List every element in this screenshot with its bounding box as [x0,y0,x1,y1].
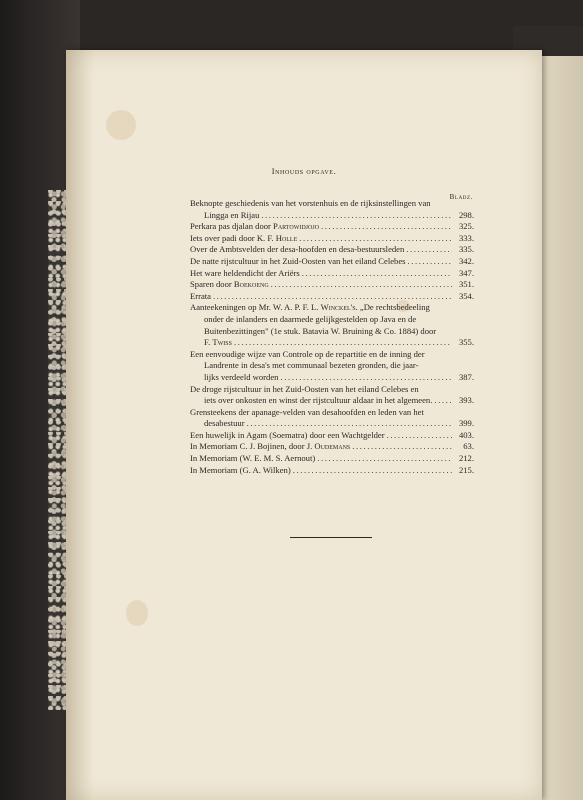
toc-entry-text [190,453,315,465]
toc-entry-line: Buitenbezittingen" (1e stuk. Batavia W. Bruining & Co. 1884) door [204,325,437,336]
toc-entry-line [190,430,474,442]
entry-title-text: Het ware heldendicht der Ariërs [190,267,300,278]
dot-leader [280,372,452,384]
toc-entry-line [190,256,474,268]
dot-leader [352,441,452,453]
toc-entry-text [190,233,297,245]
toc-entry [190,453,474,465]
author-name: Boekoeng [233,279,269,290]
entry-title-text: Errata [190,290,211,301]
page-number: 215. [458,464,474,475]
toc-entry-line [190,233,474,245]
toc-entry-line [190,372,474,384]
toc-entry-line: Landrente in desa's met communaal bezeten gronden, die jaar- [204,360,419,371]
toc-entry-line [190,210,474,222]
toc-entry-line [190,441,474,453]
entry-title-text: Over de Ambtsvelden der desa-hoofden en desa-bestuursleden [190,244,405,255]
entry-title-text: De natte rijstcultuur in het Zuid-Oosten van het eiland Celebes [190,255,406,266]
entry-title-text: F. [204,337,213,348]
page-number: 347. [458,267,474,278]
entry-title-text: In Memoriam C. J. Bojinen, door J. [190,441,315,452]
author-name: Twiss [212,337,232,348]
table-of-contents [190,198,474,476]
dot-leader [247,418,452,430]
toc-entry-text [190,441,350,453]
entry-title-text: Aanteekeningen op Mr. W. A. P. F. L. [190,302,321,313]
toc-entry [190,256,474,268]
dot-leader [434,395,452,407]
toc-entry-line: Grensteekens der apanage-velden van desahoofden en leden van het [190,406,424,417]
dot-leader [317,453,452,465]
entry-title-text: In Memoriam (G. A. Wilken) [190,464,291,475]
toc-entry-line [190,302,474,314]
toc-entry-text [204,418,245,430]
page-number: 212. [458,453,474,464]
end-rule [290,537,372,538]
toc-entry-text [190,465,291,477]
toc-entry [190,407,474,430]
toc-entry-line [190,221,474,233]
page-number: 387. [458,371,474,382]
page-number: 342. [458,255,474,266]
toc-entry-line [190,244,474,256]
dot-leader [261,210,452,222]
entry-title-text: Lingga en Rijau [204,209,260,220]
toc-entry [190,244,474,256]
toc-entry-text [190,430,385,442]
toc-entry-line [190,453,474,465]
toc-entry-line: onder de inlanders en daarmede gelijkgestelden op Java en de [204,313,417,324]
toc-entry [190,198,474,221]
page-number: 351. [458,279,474,290]
toc-entry [190,279,474,291]
toc-entry-line [190,337,474,349]
toc-entry-line [190,291,474,303]
page-number: 403. [458,429,474,440]
toc-entry [190,233,474,245]
toc-entry-text [190,268,300,280]
page-number: 333. [458,232,474,243]
toc-entry-text [190,279,269,291]
page-number: 354. [458,290,474,301]
toc-entry [190,465,474,477]
toc-entry-line: De droge rijstcultuur in het Zuid-Oosten van het eiland Celebes en [190,383,419,394]
page-number: 63. [463,441,474,452]
dot-leader [408,256,453,268]
toc-entry [190,430,474,442]
author-name: Partowidjojo [273,221,320,232]
entry-title-text: Iets over padi door K. F. [190,232,276,243]
toc-entry-text [204,395,432,407]
toc-entry-line [190,279,474,291]
toc-entry [190,302,474,348]
dot-leader [293,465,452,477]
entry-title-text: In Memoriam (W. E. M. S. Aernout) [190,453,316,464]
toc-entry [190,221,474,233]
page-column-label: Bladz. [449,193,473,201]
entry-title-text: Sparen door [190,279,234,290]
toc-entry-text [190,256,406,268]
page-number: 399. [458,418,474,429]
page-number: 325. [458,221,474,232]
entry-title-text: desabestuur [204,418,245,429]
dot-leader [271,279,452,291]
page-number: 298. [458,209,474,220]
entry-title-text: lijks verdeeld worden [204,371,279,382]
toc-entry-text [190,244,404,256]
author-name: Holle [275,232,298,243]
entry-title-text: . „De rechtsbedeeling [355,302,430,313]
dot-leader [387,430,452,442]
dot-leader [213,291,452,303]
toc-entry-text [190,221,319,233]
toc-entry-text [204,372,278,384]
author-name: Oudemans [314,441,351,452]
toc-entry-text [204,210,259,222]
page-title: Inhouds opgave. [271,167,337,176]
toc-entry [190,349,474,384]
dot-leader [234,337,452,349]
dot-leader [299,233,452,245]
toc-entry-line: Een eenvoudige wijze van Controle op de repartitie en de inning der [190,348,425,359]
page-number: 355. [458,337,474,348]
foxing-stain [126,600,148,626]
toc-entry [190,384,474,407]
dot-leader [302,268,452,280]
toc-entry [190,291,474,303]
toc-entry-line [190,418,474,430]
toc-entry-line: Beknopte geschiedenis van het vorstenhuis en de rijksinstellingen van [190,198,431,208]
toc-entry-text [190,291,211,303]
toc-entry-line [190,395,474,407]
entry-title-text: iets over onkosten en winst der rijstcultuur aldaar in het algemeen. [204,395,433,406]
toc-entry [190,268,474,280]
toc-entry [190,441,474,453]
page-number: 335. [458,244,474,255]
author-name: Winckel's [320,302,356,313]
toc-entry-line [190,268,474,280]
foxing-stain [106,110,136,140]
entry-title-text: Een huwelijk in Agam (Soematra) door een Wachtgelder [190,429,385,440]
dot-leader [406,244,452,256]
page-number: 393. [458,395,474,406]
toc-entry-text [204,337,232,349]
toc-entry-line [190,465,474,477]
entry-title-text: Perkara pas djalan door [190,221,274,232]
dot-leader [321,221,452,233]
